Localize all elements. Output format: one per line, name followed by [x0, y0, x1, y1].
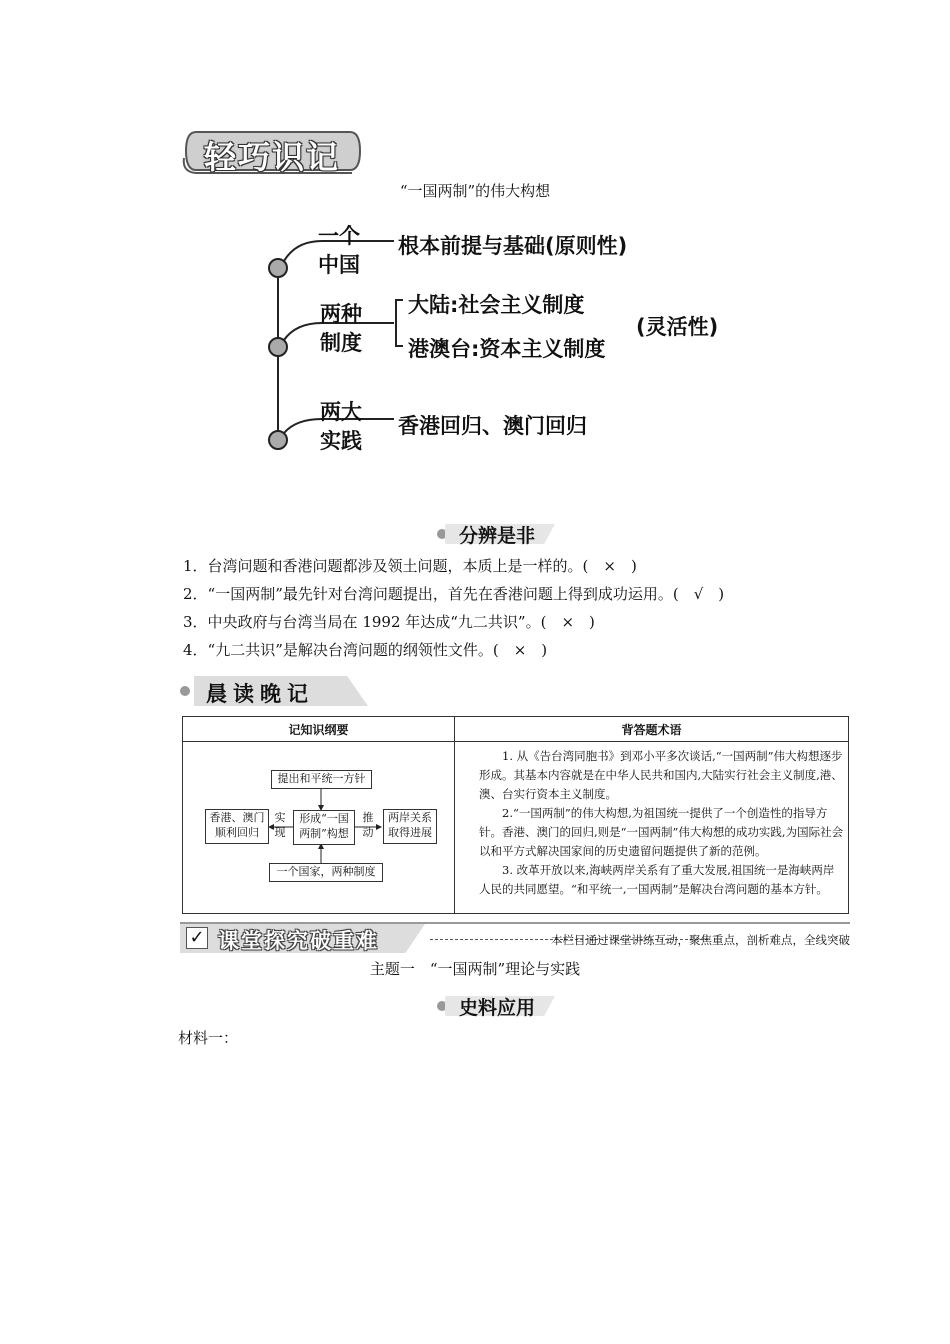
flow-label-promote-l2: 动: [362, 826, 374, 839]
flow-label-realize-l1: 实: [274, 811, 286, 824]
terms-paragraph: 2.“一国两制”的伟大构想,为祖国统一提供了一个创造性的指导方针。香港、澳门的回归,则是“一国两制”伟大构想的成功实践,为国际社会以和平方式解决国家间的历史遗留问题提供了新的范例。: [479, 806, 844, 858]
flow-right-box: [383, 809, 437, 844]
summary-table: [182, 716, 849, 914]
material-label: 材料一：: [178, 1029, 239, 1047]
node-flexibility: (灵活性): [636, 315, 719, 339]
table-header-outline: 记知识纲要: [288, 723, 349, 737]
flow-label-promote-l1: 推: [362, 811, 374, 824]
flow-label-realize: [271, 810, 289, 840]
flow-left-box: [205, 809, 269, 844]
flow-top-box: 提出和平统一方针: [271, 770, 372, 789]
topic-title: 主题一 “一国两制”理论与实践: [369, 960, 581, 978]
bullet-dot: [180, 686, 190, 696]
morning-header: [180, 676, 370, 706]
mindmap-title: “一国两制”的伟大构想: [399, 182, 551, 200]
table-divider: [454, 717, 455, 913]
judge-item: 3．中央政府与台湾当局在 1992 年达成“九二共识”。( × ): [183, 613, 595, 631]
flow-center-box: [293, 810, 355, 845]
judge-item: 2．“一国两制”最先针对台湾问题提出，首先在香港问题上得到成功运用。( √ ): [183, 585, 725, 603]
terms-text: [479, 747, 844, 899]
check-icon: ✓: [186, 927, 208, 949]
judge-item: 1．台湾问题和香港问题都涉及领土问题，本质上是一样的。( × ): [183, 557, 637, 575]
flow-label-realize-l2: 现: [274, 826, 286, 839]
flow-center-l1: 形成“一国: [299, 812, 349, 825]
node-two-systems-l2: 制度: [320, 331, 362, 355]
node-mainland-detail: 大陆:社会主义制度: [408, 293, 585, 317]
flow-right-l2: 取得进展: [388, 826, 432, 839]
flow-left-l1: 香港、澳门: [209, 811, 265, 824]
flow-center-l2: 两制”构想: [299, 827, 349, 840]
terms-paragraph: 3. 改革开放以来,海峡两岸关系有了重大发展,祖国统一是海峡两岸人民的共同愿望。“和平统一,一国两制”是解决台湾问题的基本方针。: [479, 863, 835, 896]
section-banner: [182, 128, 364, 174]
flow-left-l2: 顺利回归: [215, 826, 259, 839]
node-two-practices-l1: 两大: [320, 400, 362, 424]
judge-header-text: 分辨是非: [459, 525, 536, 547]
history-header-text: 史料应用: [459, 997, 536, 1019]
divider: [180, 922, 850, 924]
table-header-terms: 背答题术语: [621, 723, 682, 737]
explore-note: 本栏目通过课堂讲练互动，聚焦重点，剖析难点，全线突破: [551, 933, 850, 947]
morning-header-text: 晨读晚记: [206, 682, 314, 706]
banner-title: 轻巧识记: [204, 138, 341, 176]
node-one-china-l1: 一个: [318, 224, 360, 248]
history-header: [437, 993, 557, 1019]
terms-paragraph: 1. 从《告台湾同胞书》到邓小平多次谈话,“一国两制”伟大构想逐步形成。其基本内容就是在中华人民共和国内,大陆实行社会主义制度,港、澳、台实行资本主义制度。: [479, 749, 843, 801]
judge-header: [437, 521, 557, 547]
flow-right-l1: 两岸关系: [388, 811, 432, 824]
node-two-systems-l1: 两种: [320, 302, 362, 326]
flow-label-promote: [359, 810, 377, 840]
node-one-china-detail: 根本前提与基础(原则性): [398, 234, 628, 258]
flow-bottom-box: 一个国家，两种制度: [269, 863, 383, 882]
node-two-practices-l2: 实践: [320, 429, 362, 453]
judge-item: 4．“九二共识”是解决台湾问题的纲领性文件。( × ): [183, 641, 548, 659]
node-two-practices-detail: 香港回归、澳门回归: [398, 414, 587, 438]
node-one-china-l2: 中国: [318, 253, 360, 277]
explore-header-text: 课堂探究破重难: [218, 929, 379, 953]
node-hkmt-detail: 港澳台:资本主义制度: [408, 337, 606, 361]
explore-header: [180, 922, 850, 954]
